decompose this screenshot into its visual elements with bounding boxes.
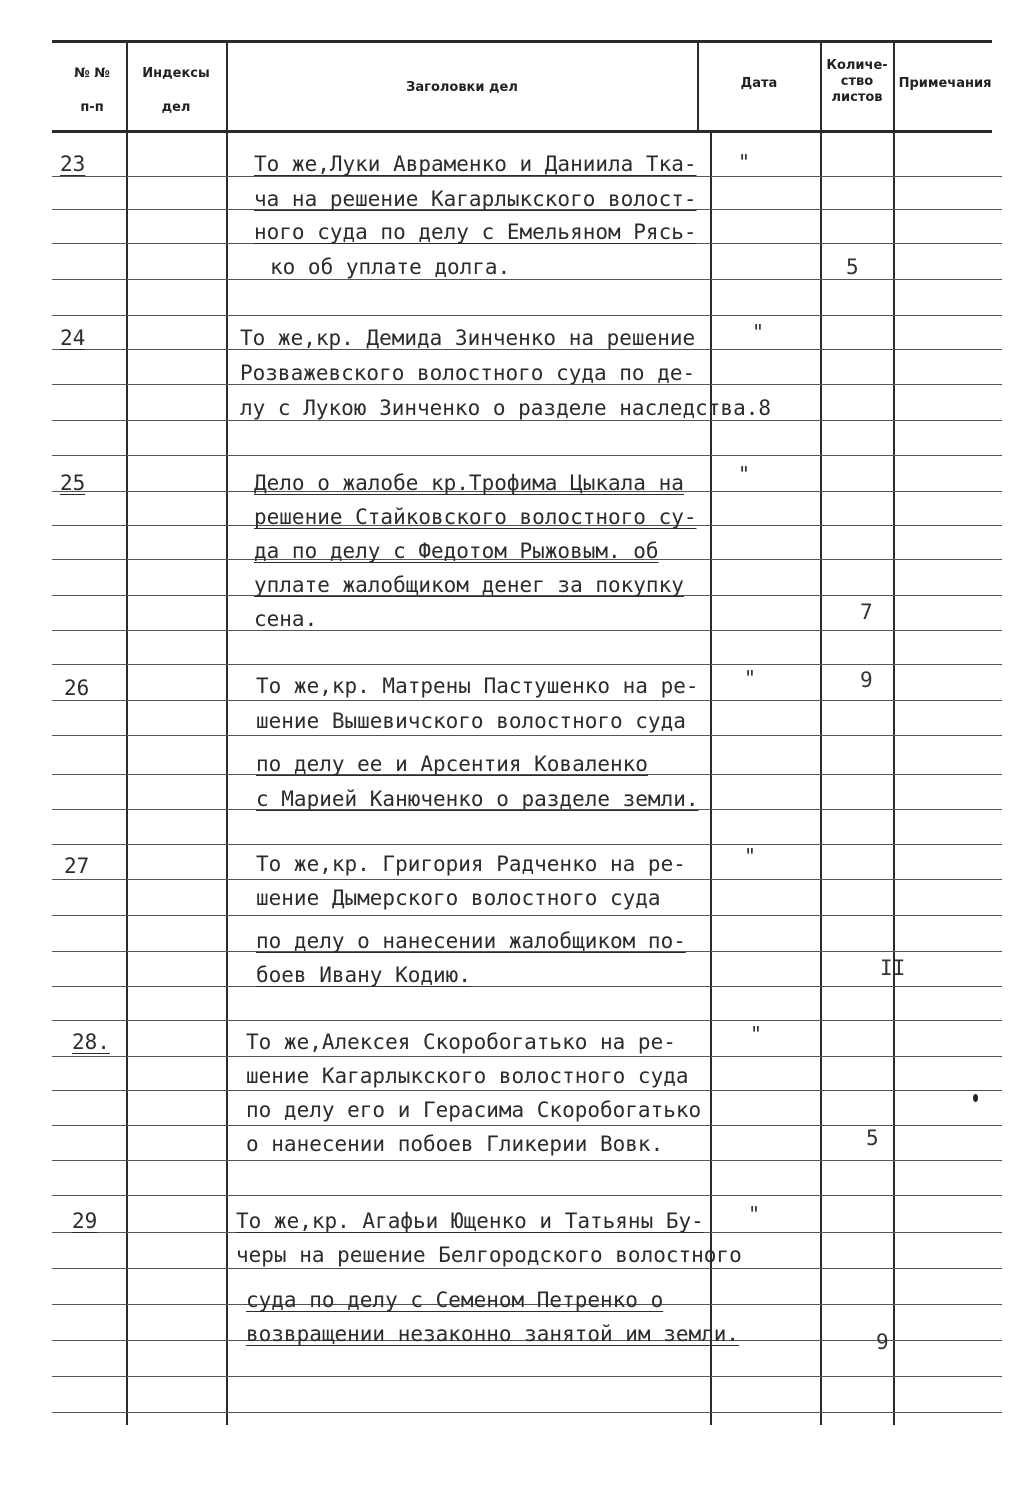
entry-sheet-count: 7: [860, 600, 873, 624]
entry-title-line: То же,Луки Авраменко и Даниила Тка-: [254, 152, 697, 176]
entry-title-line: То же,Алексея Скоробогатько на ре-: [246, 1030, 676, 1054]
entry-sheet-count: 9: [860, 668, 873, 692]
entry-title-line: боев Ивану Кодию.: [256, 963, 471, 987]
entry-title-line: черы на решение Белгородского волостного: [236, 1243, 742, 1267]
column-divider-1: [126, 40, 128, 1425]
entry-number: 27: [64, 854, 90, 878]
entry-title-line: по делу его и Герасима Скоробогатько: [246, 1098, 702, 1122]
entry-title-line: ного суда по делу с Емельяном Рясь-: [254, 220, 697, 244]
entry-title-line: да по делу с Федотом Рыжовым. об: [254, 539, 659, 563]
entry-title-line: лу с Лукою Зинченко о разделе наследства.8: [240, 396, 772, 420]
entry-date: ": [744, 844, 757, 868]
entry-title-line: ко об уплате долга.: [270, 255, 511, 279]
entry-title-line: То же,кр. Матрены Пастушенко на ре-: [256, 674, 699, 698]
header-notes: Примечания: [898, 76, 992, 91]
entry-date: ": [738, 150, 751, 174]
entry-sheet-count: II: [880, 956, 906, 980]
entry-sheet-count: 5: [846, 255, 859, 279]
entry-title-line: То же,кр. Григория Радченко на ре-: [256, 852, 686, 876]
header-bottom-border: [52, 130, 992, 133]
entry-title-line: Розважевского волостного суда по де-: [240, 361, 696, 385]
ink-dot: [973, 1094, 978, 1102]
entry-title-line: уплате жалобщиком денег за покупку: [254, 573, 684, 597]
entry-title-line: возвращении незаконно занятой им земли.: [246, 1322, 740, 1346]
entry-date: ": [748, 1202, 761, 1226]
entry-number: 25: [60, 471, 86, 495]
header-sheet-count: Количе- ство листов: [826, 58, 888, 105]
entry-number: 24: [60, 326, 86, 350]
entry-title-line: о нанесении побоев Гликерии Вовк.: [246, 1132, 664, 1156]
entry-title-line: шение Кагарлыкского волостного суда: [246, 1064, 689, 1088]
entry-date: ": [738, 462, 751, 486]
entry-title-line: с Марией Канюченко о разделе земли.: [256, 787, 699, 811]
entry-title-line: То же,кр. Агафьи Ющенко и Татьяны Бу-: [236, 1209, 704, 1233]
entry-title-line: по делу о нанесении жалобщиком по-: [256, 929, 686, 953]
entry-title-line: Дело о жалобе кр.Трофима Цыкала на: [254, 471, 684, 495]
header-titles: Заголовки дел: [406, 80, 518, 95]
entry-number: 28.: [72, 1030, 110, 1054]
entry-date: ": [752, 320, 765, 344]
entry-title-line: по делу ее и Арсентия Коваленко: [256, 752, 648, 776]
entry-number: 29: [72, 1209, 98, 1233]
entry-title-line: шение Вышевичского волостного суда: [256, 709, 686, 733]
header-number: № № п-п: [74, 66, 110, 115]
entry-title-line: ча на решение Кагарлыкского волост-: [254, 187, 697, 211]
header-date: Дата: [740, 76, 778, 91]
entry-title-line: суда по делу с Семеном Петренко о: [246, 1288, 664, 1312]
column-divider-4: [820, 40, 822, 1425]
header-top-border: [52, 40, 992, 43]
entry-date: ": [750, 1022, 763, 1046]
entry-date: ": [744, 666, 757, 690]
entry-title-line: сена.: [254, 607, 318, 631]
header-indexes: Индексы дел: [142, 66, 210, 115]
entry-sheet-count: 9: [876, 1330, 889, 1354]
entry-title-line: То же,кр. Демида Зинченко на решение: [240, 326, 696, 350]
entry-sheet-count: 5: [866, 1126, 879, 1150]
entry-number: 26: [64, 676, 90, 700]
column-divider-2: [226, 40, 228, 1425]
entry-title-line: решение Стайковского волостного су-: [254, 505, 697, 529]
entry-number: 23: [60, 152, 86, 176]
column-divider-5: [893, 40, 895, 1425]
entry-title-line: шение Дымерского волостного суда: [256, 886, 661, 910]
